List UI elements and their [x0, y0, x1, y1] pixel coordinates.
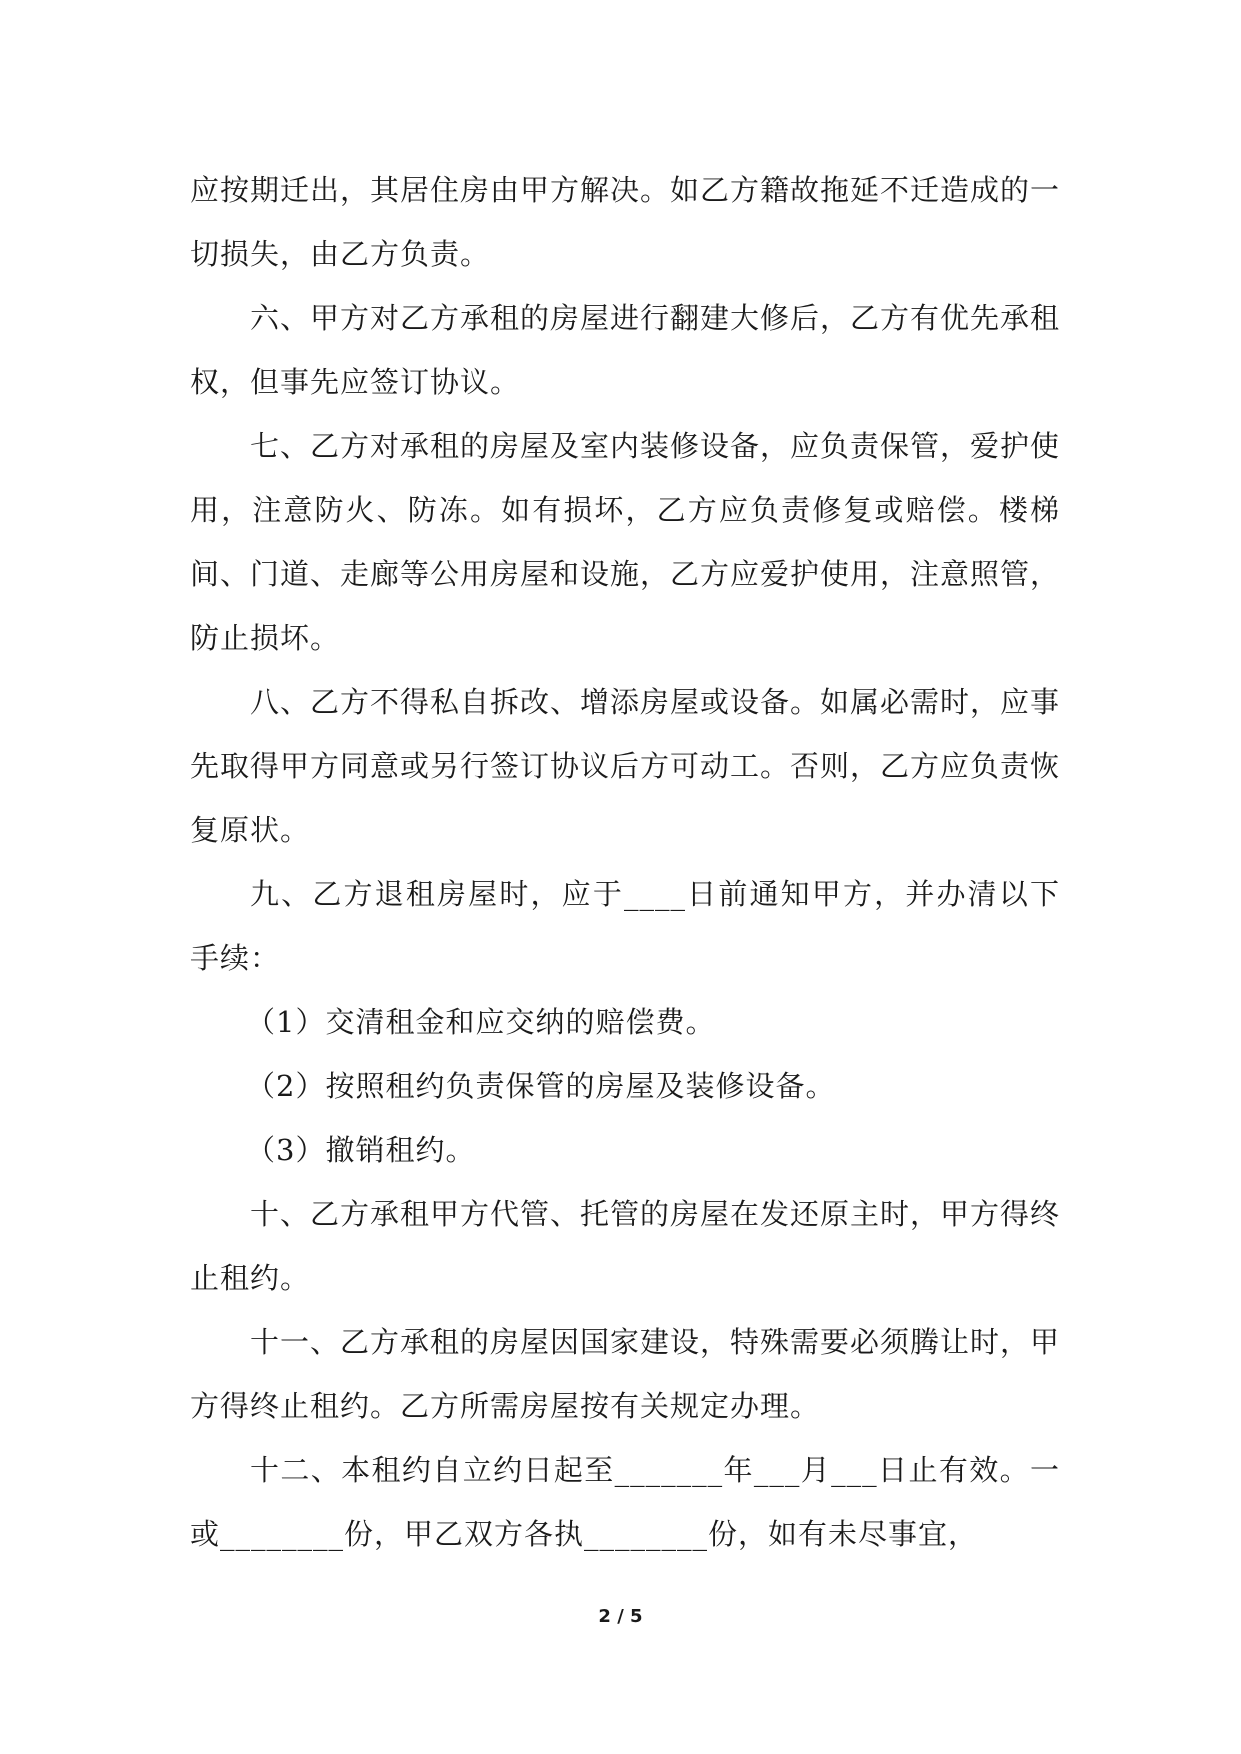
list-item-3: （3）撤销租约。 [246, 1133, 476, 1167]
paragraph-7: 七、乙方对承租的房屋及室内装修设备，应负责保管，爱护使用，注意防火、防冻。如有损坏，乙方应负责修复或赔偿。楼梯间、门道、走廊等公用房屋和设施，乙方应爱护使用，注意照管，防止损坏。 [190, 429, 1061, 655]
paragraph-8: 八、乙方不得私自拆改、增添房屋或设备。如属必需时，应事先取得甲方同意或另行签订协议后方可动工。否则，乙方应负责恢复原状。 [190, 685, 1061, 847]
paragraph-12: 十二、本租约自立约日起至_______年___月___日止有效。一或________份，甲乙双方各执________份，如有未尽事宜， [190, 1453, 1060, 1551]
paragraph-10: 十、乙方承租甲方代管、托管的房屋在发还原主时，甲方得终止租约。 [190, 1197, 1061, 1295]
paragraph-11: 十一、乙方承租的房屋因国家建设，特殊需要必须腾让时，甲方得终止租约。乙方所需房屋按有关规定办理。 [190, 1325, 1061, 1423]
list-item-1: （1）交清租金和应交纳的赔偿费。 [246, 1005, 716, 1039]
paragraph-9: 九、乙方退租房屋时，应于____日前通知甲方，并办清以下手续： [190, 877, 1060, 975]
paragraph-6: 六、甲方对乙方承租的房屋进行翻建大修后，乙方有优先承租权，但事先应签订协议。 [190, 301, 1061, 399]
list-item-2: （2）按照租约负责保管的房屋及装修设备。 [246, 1069, 836, 1103]
page-number: 2 / 5 [598, 1606, 643, 1627]
paragraph-5-continued: 应按期迁出，其居住房由甲方解决。如乙方籍故拖延不迁造成的一切损失，由乙方负责。 [190, 173, 1061, 271]
document-body [190, 158, 1060, 1566]
